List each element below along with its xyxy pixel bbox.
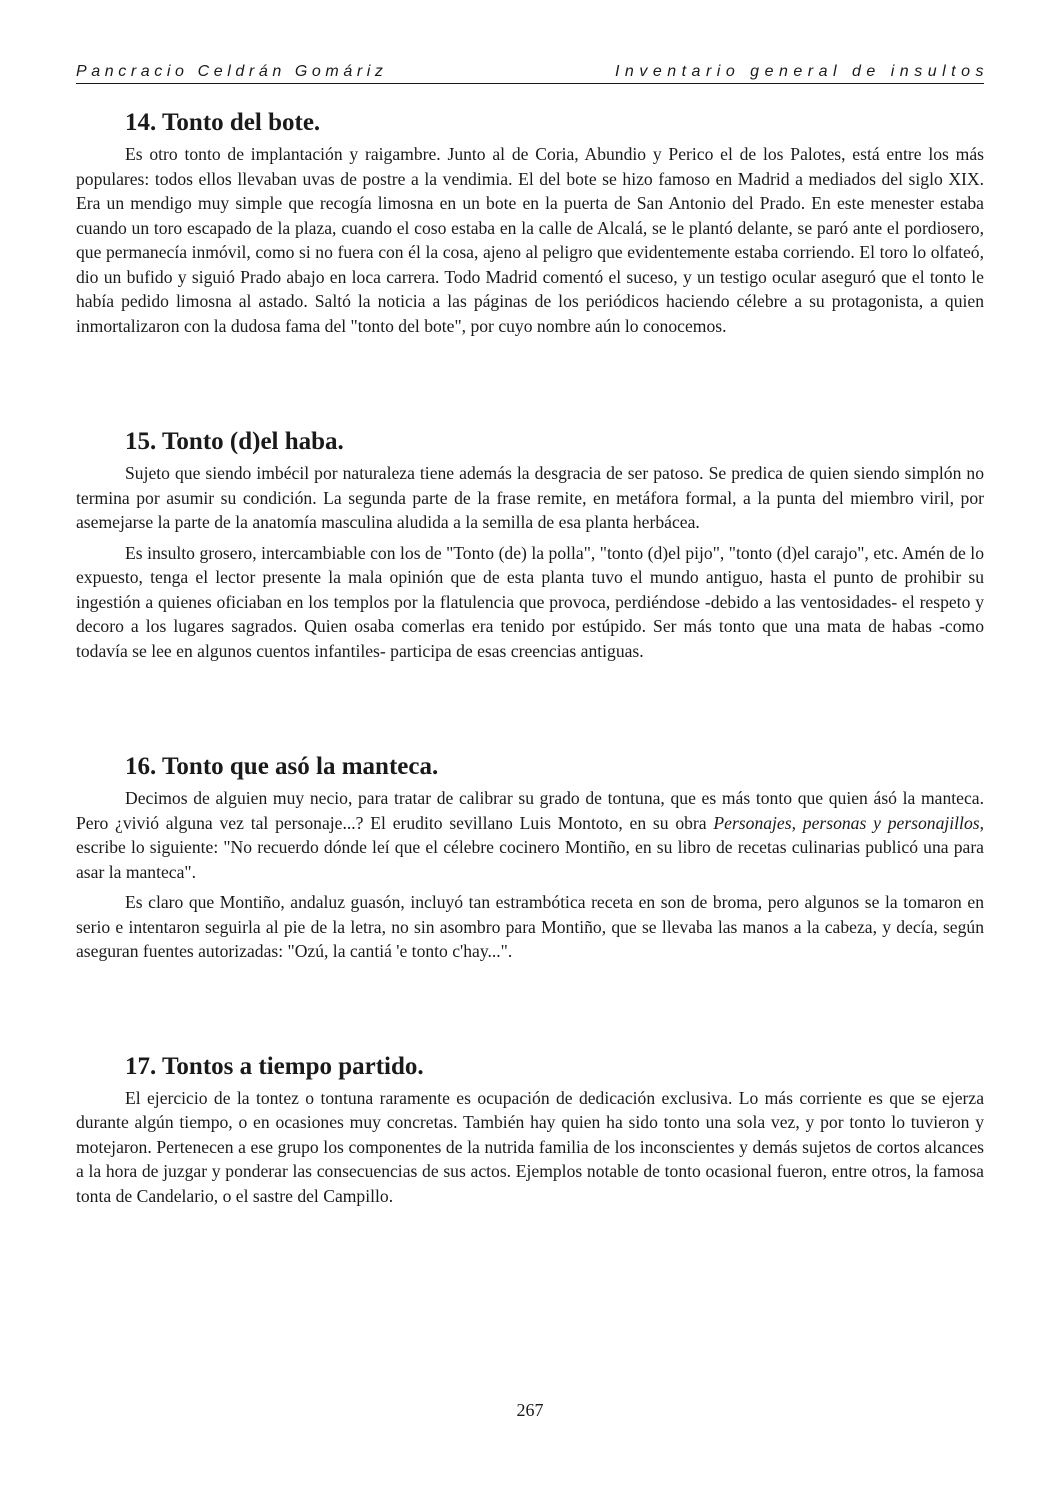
header-book-title: Inventario general de insultos (614, 63, 989, 80)
book-page (76, 62, 989, 1214)
cited-work-title: Personajes, personas y personajillos (713, 812, 980, 833)
section-15 (76, 427, 984, 663)
section-title: 14. Tonto del bote. (125, 109, 321, 136)
section-16 (76, 752, 984, 964)
section-title: 17. Tontos a tiempo partido. (125, 1052, 424, 1080)
paragraph: Es otro tonto de implantación y raigambre. Junto al de Coria, Abundio y Perico el de los Palotes, está entre los más populares: todos ellos llevaban uvas de postre a la vendimia. El del bote se hizo famoso en Madrid a mediados del siglo XIX. Era un mendigo muy simple que recogía limosna en un bote en la puerta de San Antonio del Prado. En este menester estaba cuando un toro escapado de la plaza, cuando el coso estaba en la calle de Alcalá, se le plantó delante, se paró ante el pordiosero, que permanecía inmóvil, como si no fuera con él la cosa, ajeno al peligro que evidentemente estaba corriendo. El toro lo olfateó, dio un bufido y siguió Prado abajo en loca carrera. Todo Madrid comentó el suceso, y un testigo ocular aseguró que el tonto le había pedido limosna al astado. Saltó la noticia a las páginas de los periódicos haciendo célebre a su protagonista, a quien inmortalizaron con la dudosa fama del "tonto del bote", por cuyo nombre aún lo conocemos. (76, 144, 984, 336)
paragraph: Sujeto que siendo imbécil por naturaleza tiene además la desgracia de ser patoso. Se predica de quien siendo simplón no termina por asumir su condición. La segunda parte de la frase remite, en metáfora formal, a la punta del miembro viril, por asemejarse la parte de la anatomía masculina aludida a la semilla de esa planta herbácea. (76, 463, 984, 532)
paragraph (76, 786, 984, 884)
section-title: 16. Tonto que asó la manteca. (125, 753, 439, 780)
header-author: Pancracio Celdrán Gomáriz (76, 63, 388, 80)
paragraph: El ejercicio de la tontez o tontuna raramente es ocupación de dedicación exclusiva. Lo más corriente es que se ejerza durante algún tiempo, o en ocasiones muy concretas. También hay quien ha sido tonto una sola vez, y por tonto lo tuvieron y motejaron. Pertenecen a ese grupo los componentes de la nutrida familia de los inconscientes y demás sujetos de cortos alcances a la hora de juzgar y ponderar las consecuencias de sus actos. Ejemplos notable de tonto ocasional fueron, entre otros, la famosa tonta de Candelario, o el sastre del Campillo. (76, 1087, 984, 1206)
page-number: 267 (516, 1400, 544, 1420)
section-title: 15. Tonto (d)el haba. (125, 428, 344, 455)
paragraph-text: Decimos de alguien muy necio, para tratar de calibrar su grado de tontuna, que es más tonto que quien ásó la manteca. Pero ¿vivió alguna vez tal personaje...? El erudito sevillano Luis Montoto, en su obra (76, 788, 984, 833)
paragraph: Es insulto grosero, intercambiable con los de "Tonto (de) la polla", "tonto (d)el pijo", "tonto (d)el carajo", etc. Amén de lo expuesto, tenga el lector presente la mala opinión que de esta planta tuvo el mundo antiguo, hasta el punto de prohibir su ingestión a quienes oficiaban en los templos por la flatulencia que provoca, perdiéndose -debido a las ventosidades- el respeto y decoro a los lugares sagrados. Quien osaba comerlas era tenido por estúpido. Ser más tonto que una mata de habas -como todavía se lee en algunos cuentos infantiles- participa de esas creencias antiguas. (76, 542, 984, 661)
running-header (76, 62, 989, 84)
paragraph-text: , escribe lo siguiente: "No recuerdo dónde leí que el célebre cocinero Montiño, en su libro de recetas culinarias publicó una para asar la manteca". (76, 812, 984, 882)
paragraph: Es claro que Montiño, andaluz guasón, incluyó tan estrambótica receta en son de broma, pero algunos se la tomaron en serio e intentaron seguirla al pie de la letra, no sin asombro para Montiño, que se llevaba las manos a la cabeza, y decía, según aseguran fuentes autorizadas: "Ozú, la cantiá 'e tonto c'hay...". (76, 892, 984, 961)
section-14 (76, 108, 984, 338)
section-17 (76, 1052, 984, 1209)
